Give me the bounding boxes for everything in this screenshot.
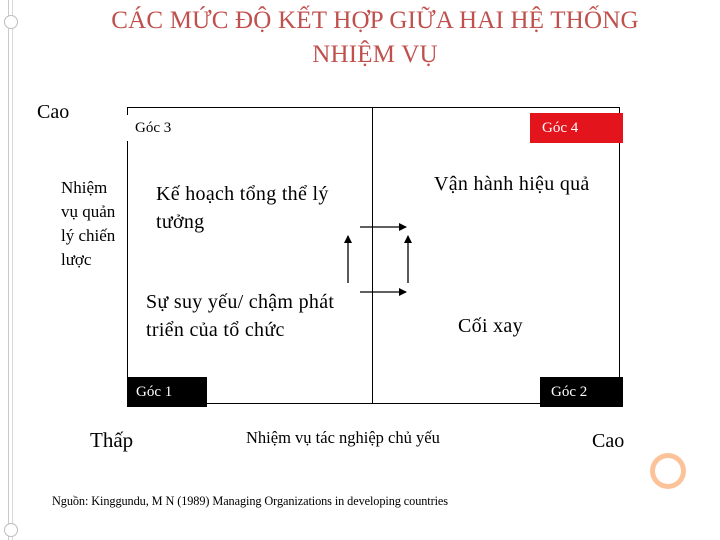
quadrant-bottom-right-text: Cối xay bbox=[458, 315, 523, 337]
corner-label-1: Góc 1 bbox=[127, 377, 207, 407]
y-axis-label: Nhiệm vụ quản lý chiến lược bbox=[61, 178, 116, 269]
slide-title-line-2: NHIỆM VỤ bbox=[312, 41, 438, 68]
corner-label-3: Góc 3 bbox=[127, 115, 207, 141]
quadrant-bottom-left-text: Sự suy yếu/ chậm phát triển của tổ chức bbox=[146, 291, 335, 341]
corner-label-2: Góc 2 bbox=[540, 377, 623, 407]
left-border-line bbox=[8, 0, 9, 540]
quadrant-top-right-text: Vận hành hiệu quả bbox=[434, 173, 590, 195]
border-dot-bottom bbox=[4, 523, 18, 537]
x-axis-low-label: Thấp bbox=[90, 428, 134, 452]
corner-label-4: Góc 4 bbox=[530, 113, 623, 143]
x-axis-high-label: Cao bbox=[592, 430, 625, 452]
left-border-line-inner bbox=[12, 0, 13, 540]
border-dot-top bbox=[4, 15, 18, 29]
decorative-circle-inner bbox=[655, 458, 681, 484]
x-axis-label: Nhiệm vụ tác nghiệp chủ yếu bbox=[246, 428, 440, 447]
quadrant-top-left-text: Kế hoạch tổng thể lý tưởng bbox=[156, 183, 329, 233]
slide-title-line-1: CÁC MỨC ĐỘ KẾT HỢP GIỮA HAI HỆ THỐNG bbox=[111, 7, 639, 34]
quadrant-grid bbox=[127, 107, 620, 404]
quadrant-divider bbox=[372, 107, 373, 404]
y-axis-high-label: Cao bbox=[37, 101, 70, 123]
source-citation: Nguồn: Kinggundu, M N (1989) Managing Organizations in developing countries bbox=[52, 494, 448, 508]
